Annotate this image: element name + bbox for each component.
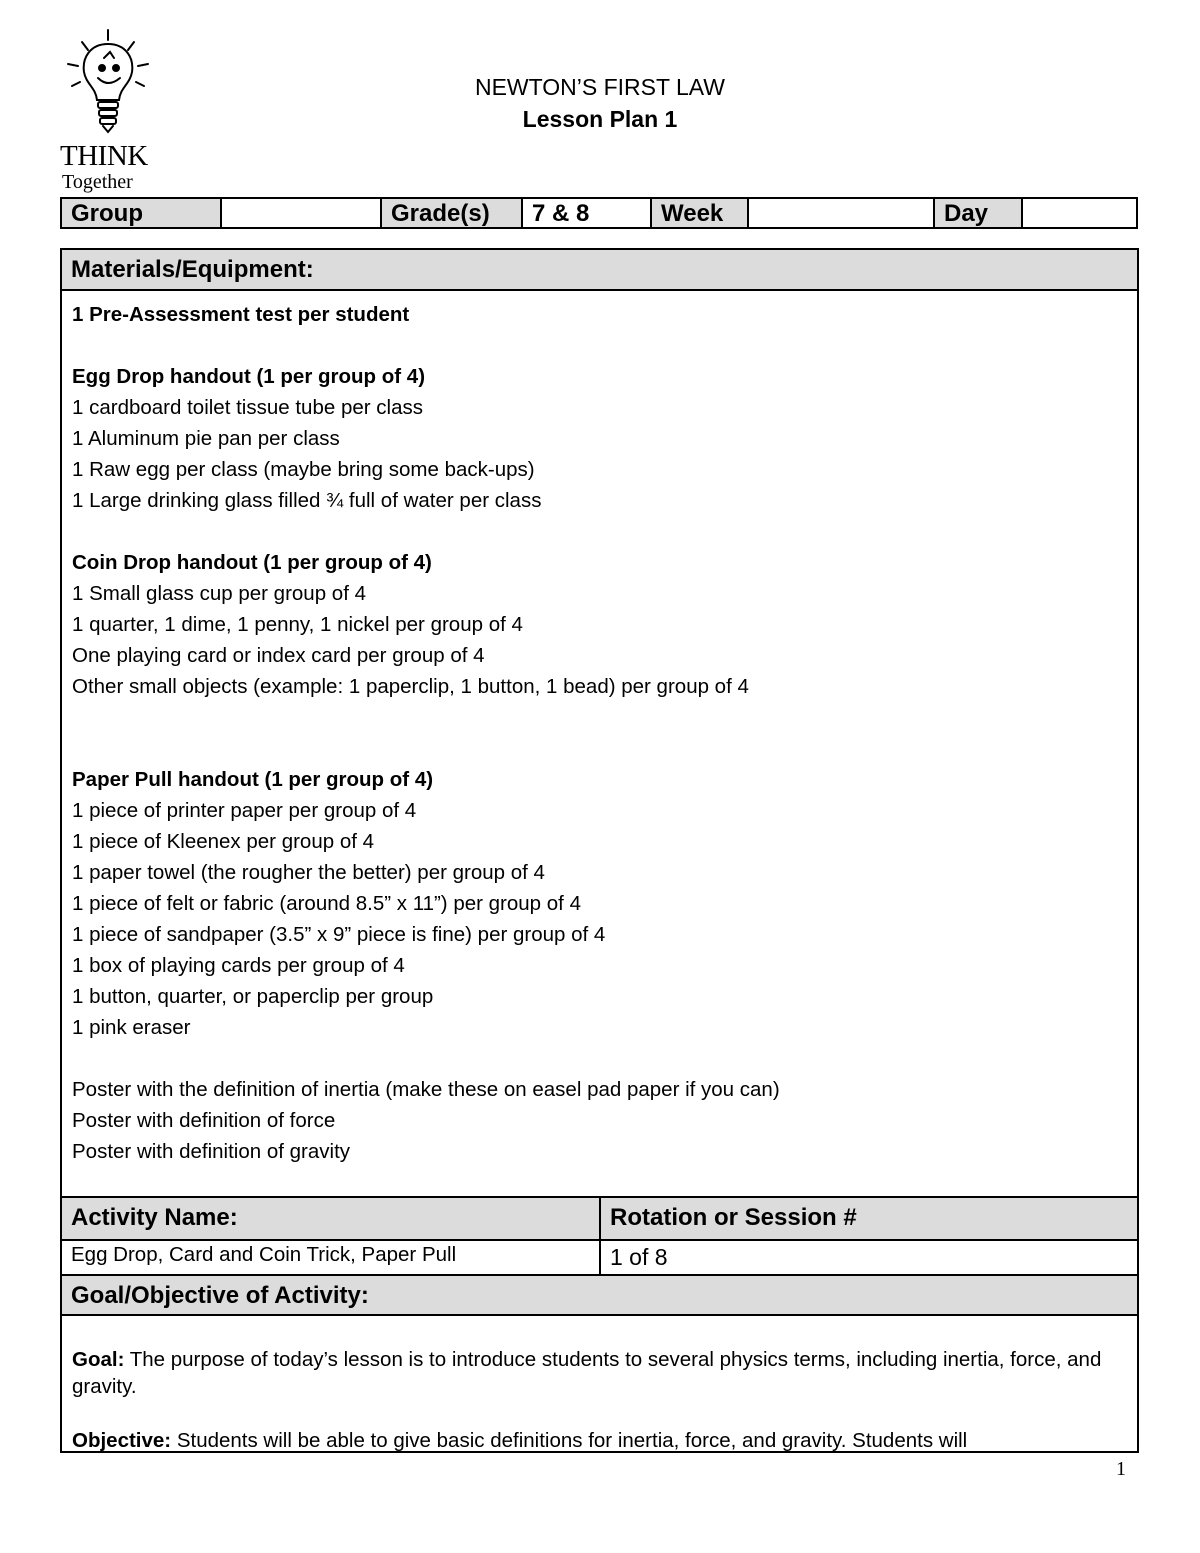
list-item: 1 Aluminum pie pan per class <box>72 427 340 450</box>
list-item: 1 box of playing cards per group of 4 <box>72 954 405 977</box>
materials-list <box>62 291 1137 1196</box>
logo-together-text: Together <box>62 171 133 193</box>
list-item: 1 cardboard toilet tissue tube per class <box>72 396 423 419</box>
list-item: 1 paper towel (the rougher the better) per group of 4 <box>72 861 545 884</box>
list-item: 1 piece of sandpaper (3.5” x 9” piece is fine) per group of 4 <box>72 923 606 946</box>
day-label: Day <box>935 199 1023 227</box>
list-item: 1 Small glass cup per group of 4 <box>72 582 366 605</box>
goal-body <box>62 1316 1137 1453</box>
poster-item: Poster with definition of force <box>72 1109 336 1132</box>
poster-item: Poster with definition of gravity <box>72 1140 351 1163</box>
egg-drop-title: Egg Drop handout (1 per group of 4) <box>72 365 426 388</box>
list-item: 1 Raw egg per class (maybe bring some back-ups) <box>72 458 535 481</box>
week-value <box>749 199 935 227</box>
list-item: 1 piece of Kleenex per group of 4 <box>72 830 375 853</box>
list-item: 1 piece of printer paper per group of 4 <box>72 799 417 822</box>
rotation-label: Rotation or Session # <box>610 1204 857 1231</box>
group-label: Group <box>62 199 222 227</box>
objective-text: Students will be able to give basic definitions for inertia, force, and gravity. Students will <box>171 1429 968 1452</box>
list-item: 1 Large drinking glass filled ¾ full of water per class <box>72 489 542 512</box>
goal-heading: Goal/Objective of Activity: <box>62 1274 1137 1316</box>
activity-header-row <box>62 1196 1137 1239</box>
pre-assessment-item: 1 Pre-Assessment test per student <box>72 303 410 326</box>
group-value <box>222 199 382 227</box>
goal-paragraph <box>72 1346 1127 1400</box>
goal-label: Goal: <box>72 1348 125 1371</box>
grades-value: 7 & 8 <box>523 199 652 227</box>
list-item: 1 piece of felt or fabric (around 8.5” x 11”) per group of 4 <box>72 892 581 915</box>
rotation-value: 1 of 8 <box>610 1244 668 1270</box>
logo-think-text: THINK <box>60 140 148 172</box>
activity-name-value: Egg Drop, Card and Coin Trick, Paper Pull <box>62 1241 601 1274</box>
day-value <box>1023 199 1136 227</box>
activity-value-row <box>62 1239 1137 1274</box>
week-label: Week <box>652 199 749 227</box>
objective-label: Objective: <box>72 1429 172 1452</box>
list-item: 1 button, quarter, or paperclip per group <box>72 985 434 1008</box>
document-subtitle: Lesson Plan 1 <box>522 106 678 132</box>
list-item: Other small objects (example: 1 paperclip, 1 button, 1 bead) per group of 4 <box>72 675 749 698</box>
list-item: 1 quarter, 1 dime, 1 penny, 1 nickel per group of 4 <box>72 613 523 636</box>
goal-text: The purpose of today’s lesson is to introduce students to several physics terms, including inertia, force, and gravity. <box>72 1348 1102 1398</box>
page-number: 1 <box>1116 1458 1126 1480</box>
materials-heading: Materials/Equipment: <box>62 250 1137 291</box>
objective-paragraph <box>72 1427 1127 1453</box>
poster-item: Poster with the definition of inertia (make these on easel pad paper if you can) <box>72 1078 780 1101</box>
grades-label: Grade(s) <box>382 199 523 227</box>
document-title: NEWTON’S FIRST LAW <box>474 74 726 100</box>
paper-pull-title: Paper Pull handout (1 per group of 4) <box>72 768 434 791</box>
lesson-plan-table <box>60 248 1139 1453</box>
list-item: One playing card or index card per group of 4 <box>72 644 485 667</box>
lesson-info-row <box>60 197 1138 229</box>
activity-name-label: Activity Name: <box>62 1198 601 1239</box>
coin-drop-title: Coin Drop handout (1 per group of 4) <box>72 551 432 574</box>
list-item: 1 pink eraser <box>72 1016 191 1039</box>
